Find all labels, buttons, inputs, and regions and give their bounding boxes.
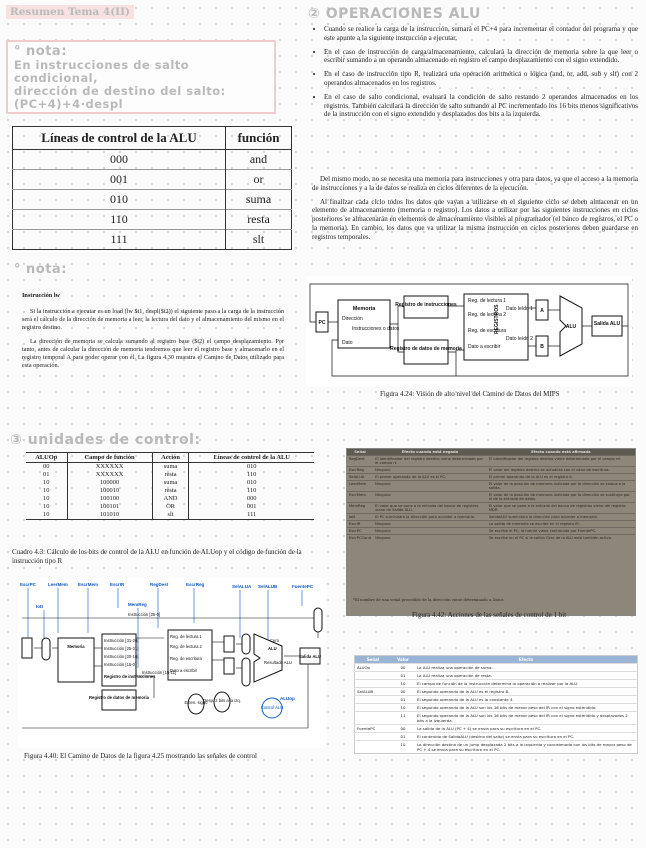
table-cell: MemReg [347, 503, 373, 514]
signal-memreg: MemReg [128, 602, 147, 607]
signal-escrpc: EscrPC [20, 582, 37, 587]
memory-title: Memoria [352, 306, 376, 312]
table-cell: El primer operando de la ALU es el registro A. [487, 474, 635, 481]
signal-escrir: EscrIR [110, 582, 125, 587]
alu-output-label: Salida ALU [593, 321, 621, 327]
paragraph: Del mismo modo, no se necesita una memoria para instrucciones y otra para datos, ya que el acceso a la memoria de instrucciones y a la de datos se realiza en ciclos diferentes de la ejecución. [312, 175, 638, 192]
table-row [26, 495, 314, 503]
table-cell [355, 741, 392, 754]
table-cell: XXXXXX [67, 471, 152, 479]
instr-field-31-26: Instrucción [31-26] [104, 638, 139, 643]
table-cell: El campo de función de la instrucción determina la operación a realizar por la ALU. [415, 680, 638, 688]
table-cell: OR [152, 503, 189, 511]
note-title-2: ° nota: [14, 262, 67, 277]
table-row [355, 696, 638, 704]
reg-read2: Reg. de lectura 2 [170, 644, 202, 649]
table-cell: Ninguno [373, 528, 487, 535]
lw-heading: Instrucción lw [22, 292, 60, 299]
table-row [355, 704, 638, 712]
table-cell: XXXXXX [67, 463, 152, 472]
summary-title: Resumen Tema 4(II) [6, 5, 134, 19]
table-cell: 110 [13, 210, 226, 230]
table-row [13, 210, 292, 230]
datapath-control-signals-diagram [18, 578, 326, 748]
section-title-operaciones-alu: ② OPERACIONES ALU [308, 6, 481, 22]
table-row [26, 511, 314, 520]
table-cell: 00 [391, 664, 415, 672]
signal-selalua: SelALUA [232, 584, 252, 589]
table-cell: El valor de la posición de memoria indicada por la dirección se coloca a la salida. [487, 481, 635, 492]
instruction-register-label: Registro de instrucciones [395, 302, 457, 308]
table-cell: Se escribe el PC; la fuente viene controlada por FuentePC. [487, 528, 635, 535]
datapath-high-level-diagram [306, 276, 632, 386]
alu-label: ALU [565, 324, 577, 330]
table-cell: El segundo operando de la ALU es el registro B. [415, 688, 638, 696]
alua-mux [242, 634, 250, 654]
table-cell: Ninguno [373, 521, 487, 528]
table-cell: slt [152, 511, 189, 520]
memory-data-label: Dato [342, 340, 353, 346]
pc-source-mux [314, 608, 322, 632]
regbank-data: Dato a escribir [468, 344, 501, 350]
memory-data-register [404, 340, 448, 364]
alu-operations-list [312, 25, 638, 124]
table-cell: 001 [13, 170, 226, 190]
figure-4-24-caption: Figura 4.24: Visión de alto nivel del Camino de Datos del MIPS [380, 390, 560, 398]
table-row [355, 741, 638, 754]
table-cell: 010 [246, 463, 257, 470]
table-cell: El identificador del registro destino viene determinado por el campo rd. [487, 456, 635, 467]
table-cell: El segundo operando de la ALU es la constante 4. [415, 696, 638, 704]
photo-header-negated: Efecto cuando está negada [373, 449, 487, 456]
table-cell: 110 [247, 487, 257, 494]
photo-header-asserted: Efecto cuando está afirmada [487, 449, 635, 456]
signal-escrmem: EscrMem [78, 582, 99, 587]
table-cell: 001 [246, 503, 257, 510]
table-cell: 10 [391, 741, 415, 754]
pc-label: PC [318, 320, 326, 326]
table-row [347, 535, 635, 542]
memory-instr-label: Instrucciones o datos [352, 326, 400, 332]
table-cell [355, 680, 392, 688]
signal-regdest: RegDest [150, 582, 169, 587]
small-header-signal: Señal [355, 656, 392, 664]
ctrl-header-accion: Acción [152, 453, 189, 463]
table-cell: 100010 [67, 487, 152, 495]
zero-label: Cero [270, 638, 280, 643]
list-item: • Cuando se realice la carga de la instrucción, sumará el PC+4 para incrementar el contador del programa y que este apunte a la siguiente instrucción a ejecutar. [324, 25, 638, 43]
multi-bit-signals-table [354, 655, 638, 754]
regbank-read2: Reg. de lectura 2 [468, 312, 507, 318]
table-row [26, 471, 314, 479]
table-row [13, 230, 292, 250]
table-cell: 01 [26, 471, 67, 479]
read-data-2: Dato leído 2 [506, 336, 533, 342]
table-cell: 10 [26, 487, 67, 495]
table-cell: Se escribe en el PC si la salida Cero de la ALU está también activa. [487, 535, 635, 542]
table-cell: 111 [247, 511, 257, 518]
memory-data-register-label: Registro de datos de memoria [88, 695, 150, 700]
table-cell: EscrPC [347, 528, 373, 535]
table-cell [355, 672, 392, 680]
table-cell: El valor que se pone a la entrada del banco de registros viene del registro MDR. [487, 503, 635, 514]
iod-mux [42, 638, 50, 660]
table-row [26, 479, 314, 487]
table-cell: El PC suministra la dirección para acceder a memoria. [373, 514, 487, 521]
memory-title: Memoria [67, 644, 85, 649]
ctrl-header-lineas: Líneas de control de la ALU [189, 453, 314, 463]
table-cell: El segundo operando de la ALU son los 16 bits de menor peso del IR con el signo extendido. [415, 704, 638, 712]
table-cell: 01 [391, 672, 415, 680]
alu-control-label: Control ALU [260, 705, 284, 710]
table-cell: 000 [246, 495, 257, 502]
table-cell: 101010 [67, 511, 152, 520]
note-box-branch [6, 40, 276, 114]
table-cell: Ninguno [373, 467, 487, 474]
sign-extend-label: Exten. signo [184, 700, 208, 705]
table-cell: Ninguno [373, 481, 487, 492]
table-row [26, 487, 314, 495]
small-header-value: Valor [391, 656, 415, 664]
alu-function-table [12, 126, 292, 250]
note-line-1: En instrucciones de salto condicional, [14, 58, 190, 85]
table-cell: resta [226, 210, 292, 230]
table-cell: EscrIR [347, 521, 373, 528]
register-b [224, 658, 234, 674]
table-row [355, 725, 638, 733]
table-row [355, 688, 638, 696]
alu-control-bits-table [26, 452, 314, 520]
table-cell [355, 704, 392, 712]
table-cell: El contenido de SalidaALU (destino del salto) se envia para su escritura en el PC. [415, 733, 638, 741]
lw-paragraph-1: Si la instrucción a ejecutar es un load (lw $t1, despl($t2)) el siguiente paso a la carga de la instrucción será el cálculo de la dirección de memoria a leer, la lectura del dato y el almacenamiento del mismo en el registro destino. [22, 308, 284, 331]
register-a-label: A [540, 308, 544, 314]
table-cell: 111 [13, 230, 226, 250]
table-cell [355, 712, 392, 725]
one-bit-signals-table [347, 449, 635, 541]
regbank-write: Reg. de escritura [468, 328, 507, 334]
list-item: • En el caso de instrucción tipo R, realizará una operación aritmética o lógica (and, or, add, sub y slt) con 2 operandos almacenados en los registros. [324, 70, 638, 88]
table-cell: SalidaALU suministra la dirección para acceder a memoria. [487, 514, 635, 521]
small-table-body [355, 664, 638, 754]
alub-mux [242, 658, 250, 686]
table-cell: El identificador del registro destino viene determinado por el campo rt. [373, 456, 487, 467]
table-cell: 10 [391, 704, 415, 712]
table-cell: 100000 [67, 479, 152, 487]
table-cell: 010 [246, 479, 257, 486]
note-line-3: (PC+4)+4·despl [14, 97, 124, 111]
table-row [355, 733, 638, 741]
table-cell: RegDest [347, 456, 373, 467]
table-cell: La ALU realiza una operación de resta. [415, 672, 638, 680]
table-cell: 10 [26, 495, 67, 503]
lw-instruction-text [22, 292, 284, 376]
table-cell: slt [226, 230, 292, 250]
instr-field-15-11: Instrucción [15-11] [142, 670, 177, 675]
table-cell: La dirección destino de un jump desplazada 2 bits a la izquierda y concatenada con los bits de mayor peso de PC + 4 se envia para su escritura en el PC. [415, 741, 638, 754]
table-cell [355, 696, 392, 704]
table-cell: 00 [391, 688, 415, 696]
list-item: • En el caso de instrucción de carga/almacenamiento, calculará la dirección de memoria sobre la que leer o escribir sumando a un operando almacenado en registro el campo desplazamiento con el signo extendido. [324, 48, 638, 66]
signal-iod: IoD [36, 604, 44, 609]
instr-field-20-16: Instrucción [20-16] [104, 654, 139, 659]
table-cell: 100100 [67, 495, 152, 503]
table-cell: SelALUB [355, 688, 392, 696]
ctrl-header-campo: Campo de función [67, 453, 152, 463]
alu-result-label: Resultado ALU [264, 660, 292, 665]
instr-field-25-21: Instrucción [25-21] [104, 646, 139, 651]
figure-4-42-caption: Figura 4.42: Acciones de las señales de control de 1 bit [412, 611, 567, 619]
table-cell: 01 [391, 733, 415, 741]
table-cell: 110 [247, 471, 257, 478]
small-header-effect: Efecto [415, 656, 638, 664]
regbank-label: REGISTROS [494, 304, 500, 334]
table-cell: 100101 [67, 503, 152, 511]
photo-table-body [347, 456, 635, 542]
shift-left-label: Desp. 2 bits a la izq. [203, 698, 241, 703]
signal-fuentepc: FuentePC [292, 584, 314, 589]
table-cell: 10 [26, 511, 67, 520]
table-cell: 10 [26, 503, 67, 511]
table-cell: suma [152, 463, 189, 472]
table-cell: La salida de la ALU (PC + 4) se envia para su escritura en el PC. [415, 725, 638, 733]
reg-write: Reg. de escritura [170, 656, 202, 661]
reg-read1: Reg. de lectura 1 [170, 634, 202, 639]
memory-data-register-label: Registro de datos de memoria [390, 346, 462, 352]
table-row [347, 521, 635, 528]
table-cell: El segundo operando de la ALU son los 16 bits de menor peso del IR con el signo extendido y desplazados 2 bits a la izquierda. [415, 712, 638, 725]
table-cell: EscrReg [347, 467, 373, 474]
table-cell: La ALU realiza una operación de suma. [415, 664, 638, 672]
memory-data-register [102, 690, 136, 710]
table-cell: resta [152, 487, 189, 495]
table-cell: IoD [347, 514, 373, 521]
table-row [26, 503, 314, 511]
instruction-register-label: Registro de instrucciones [104, 674, 156, 679]
instr-field-25-0: Instrucción [25-0] [128, 612, 161, 617]
list-item: • En el caso de salto condicional, evaluará la condición de salto restando 2 operandos almacenados en los registros. También calculará la dirección de salto sumando al PC incrementado los 16 bits menos significativos de la instrucción con el signo extendido y desplazados dos bits a la izquierda. [324, 93, 638, 119]
table-cell: AND [152, 495, 189, 503]
memory-address-label: Dirección [342, 316, 363, 322]
register-b-label: B [540, 344, 544, 350]
table-cell [355, 733, 392, 741]
signal-leermem: LeerMem [48, 582, 68, 587]
table-row [347, 528, 635, 535]
regbank-read1: Reg. de lectura 1 [468, 298, 507, 304]
textbook-photo-signals-table [346, 448, 636, 616]
table-row [13, 150, 292, 170]
table-row [347, 481, 635, 492]
table-row [347, 492, 635, 503]
figure-4-40-caption: Figura 4.40: El Camino de Datos de la figura 4.25 mostrando las señales de control [24, 752, 257, 760]
table-row [26, 463, 314, 472]
table-cell: SelALUA [347, 474, 373, 481]
table-cell: 10 [391, 680, 415, 688]
table-cell: 11 [391, 712, 415, 725]
register-a [224, 636, 234, 652]
table-row [13, 170, 292, 190]
photo-footnote: *El nombre de una señal precedido de la dirección viene determinado a Datos [353, 597, 504, 602]
table-cell: El valor de la posición de memoria indicada por la dirección se sustituye por el de la entrada de datos. [487, 492, 635, 503]
table-cell: suma [226, 190, 292, 210]
signal-selalub: SelALUB [258, 584, 278, 589]
table-row [13, 190, 292, 210]
table-4-3-caption: Cuadro 4.3: Cálculo de los bits de control de la ALU en función de ALUop y el código de función de la instrucción tipo R [12, 548, 302, 565]
table-cell: Ninguno [373, 492, 487, 503]
table-cell: 00 [391, 725, 415, 733]
table-cell: ALUOp [355, 664, 392, 672]
table-row [355, 680, 638, 688]
section-title-unidades-control: ③ unidades de control: [10, 432, 201, 448]
note-title: ° nota: [14, 44, 67, 59]
table-cell: 000 [13, 150, 226, 170]
table-cell: suma [152, 479, 189, 487]
table-cell: EscrPCCond [349, 536, 372, 540]
alu-table-header-lines: Líneas de control de la ALU [13, 127, 226, 150]
table-row [347, 467, 635, 474]
reg-data: Dato a escribir [170, 668, 197, 673]
alu-label: ALU [268, 646, 277, 651]
instr-field-15-0: Instrucción [15-0] [104, 662, 137, 667]
lw-paragraph-2: La dirección de memoria se calcula sumando al registro base ($t2) el campo desplazamiento. Por tanto, antes de calcular la dirección de memoria tendremos que leer el registro base y almacenarlo en el registro temporal A para poder operar con él. La figura 4.30 muestra el Camino de Datos utilizado para esta operación. [22, 338, 284, 369]
table-cell: El valor del registro destino se actualiza con el valor de escritura. [487, 467, 635, 474]
table-row [347, 503, 635, 514]
table-cell: EscrMem [347, 492, 373, 503]
table-cell: FuentePC [355, 725, 392, 733]
table-cell: and [226, 150, 292, 170]
table-row [355, 712, 638, 725]
table-row [355, 672, 638, 680]
table-cell: resta [152, 471, 189, 479]
table-row [347, 474, 635, 481]
table-cell: El primer operando de la ALU es el PC. [373, 474, 487, 481]
signal-escrreg: EscrReg [186, 582, 205, 587]
table-cell: La salida de memoria se escribe en el registro IR. [487, 521, 635, 528]
table-row [347, 514, 635, 521]
note-line-2: dirección de destino del salto: [14, 84, 226, 98]
table-cell: 010 [13, 190, 226, 210]
table-cell: LeerMem [347, 481, 373, 492]
table-cell: 10 [26, 479, 67, 487]
table-cell: Ninguno [373, 535, 487, 542]
read-data-1: Dato leído 1 [506, 306, 533, 312]
table-cell: 01 [391, 696, 415, 704]
signal-aluop: ALUop [280, 696, 295, 701]
table-cell: 00 [26, 463, 67, 472]
photo-header-signal: Señal [347, 449, 373, 456]
memory-paragraphs [312, 175, 638, 247]
table-row [355, 664, 638, 672]
table-row [347, 456, 635, 467]
table-cell: or [226, 170, 292, 190]
paragraph: Al finalizar cada ciclo todos los datos que vayan a utilizarse en el siguiente ciclo se deben almacenar en un elemento de almacenamiento (memoria o registro). Los datos a utilizar por las siguientes instrucciones en ciclos posteriores se almacenarán en elementos de almacenamiento visibles al programador (el banco de registros, el PC o la memoria). En cambio, los datos que va utilizar la misma instrucción en ciclos posteriores deben guardarse en registros temporales. [312, 197, 638, 241]
alu-table-header-function: función [226, 127, 292, 150]
ctrl-header-aluop: ALUOp [26, 453, 67, 463]
table-cell: El valor que se pone a la entrada del banco de registros viene de Salida ALU. [373, 503, 487, 514]
alu-output-label: Salida ALU [299, 654, 321, 659]
pc-register [22, 638, 32, 658]
